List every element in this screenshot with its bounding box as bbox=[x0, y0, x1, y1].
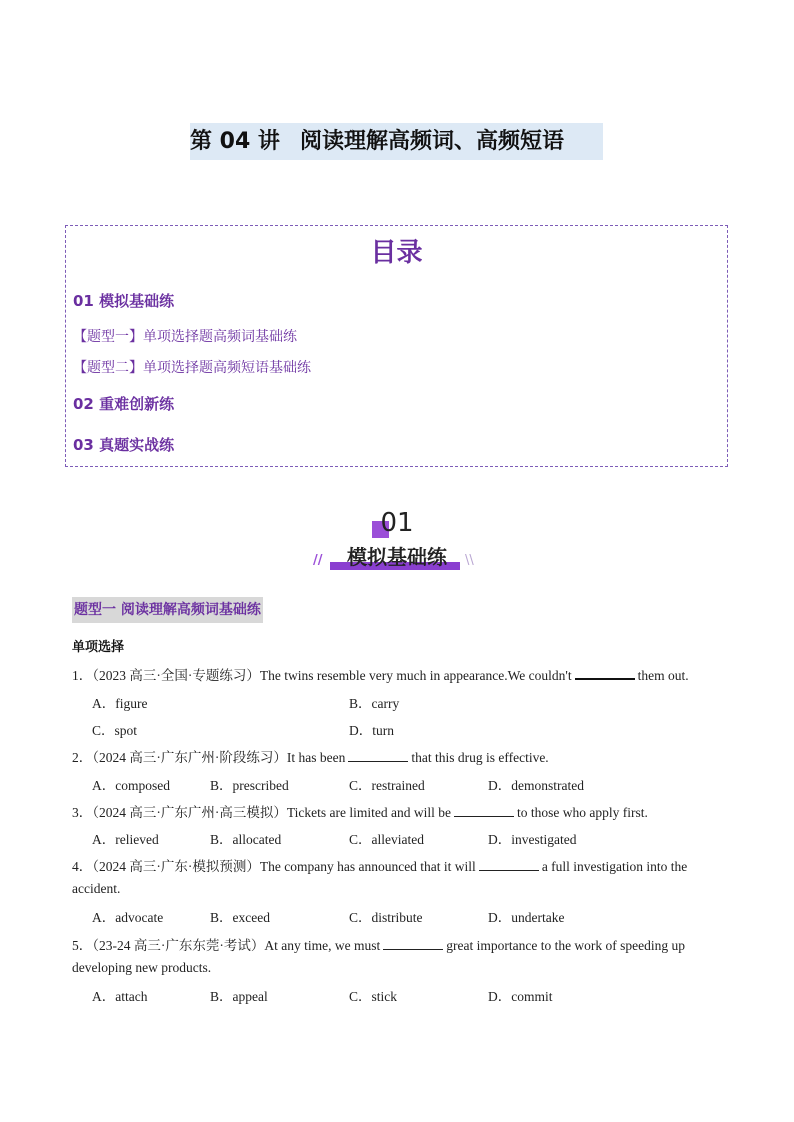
question-5-continuation: developing new products. bbox=[72, 960, 212, 975]
question-3-text-end: to those who apply first. bbox=[516, 805, 648, 820]
question-2-text: 2．（2024 高三·广东广州·阶段练习）It has been bbox=[72, 750, 346, 765]
question-2-text-end: that this drug is effective. bbox=[411, 750, 549, 765]
option-3a[interactable]: A．relieved bbox=[92, 832, 159, 847]
lecture-number: 第 04 讲 bbox=[190, 129, 280, 154]
option-4a[interactable]: A．advocate bbox=[92, 910, 164, 925]
lecture-title: 阅读理解高频词、高频短语 bbox=[300, 129, 565, 154]
question-2 bbox=[72, 746, 549, 766]
question-4 bbox=[72, 855, 687, 875]
option-2c[interactable]: C．restrained bbox=[349, 778, 425, 793]
question-1-text: 1．（2023 高三·全国·专题练习）The twins resemble very much in appearance.We couldn't bbox=[72, 668, 572, 683]
page-title bbox=[190, 123, 603, 160]
option-4d[interactable]: D．undertake bbox=[488, 910, 565, 925]
option-3c[interactable]: C．alleviated bbox=[349, 832, 424, 847]
answer-blank[interactable] bbox=[454, 805, 514, 817]
option-3d[interactable]: D．investigated bbox=[488, 832, 577, 847]
option-1c[interactable]: C．spot bbox=[92, 723, 138, 738]
toc-item-type-1[interactable]: 【题型一】单项选择题高频词基础练 bbox=[73, 329, 297, 345]
option-4b[interactable]: B．exceed bbox=[210, 910, 270, 925]
subheading: 单项选择 bbox=[72, 640, 125, 655]
answer-blank[interactable] bbox=[348, 750, 408, 762]
question-1 bbox=[72, 664, 689, 684]
question-4-continuation: accident. bbox=[72, 881, 121, 896]
slash-right-decoration: \\ bbox=[465, 553, 474, 568]
toc-item-section-03[interactable]: 03 真题实战练 bbox=[73, 436, 175, 454]
toc-item-type-2[interactable]: 【题型二】单项选择题高频短语基础练 bbox=[73, 360, 311, 376]
toc-item-section-01[interactable]: 01 模拟基础练 bbox=[73, 292, 175, 310]
question-4-text-end: a full investigation into the bbox=[541, 859, 688, 874]
option-5b[interactable]: B．appeal bbox=[210, 989, 268, 1004]
option-1d[interactable]: D．turn bbox=[349, 723, 394, 738]
toc-box bbox=[65, 225, 728, 467]
answer-blank[interactable] bbox=[383, 938, 443, 950]
question-type-heading: 题型一 阅读理解高频词基础练 bbox=[72, 597, 263, 623]
section-number: 01 bbox=[380, 508, 414, 538]
option-1b[interactable]: B．carry bbox=[349, 696, 400, 711]
question-5 bbox=[72, 934, 685, 954]
option-5a[interactable]: A．attach bbox=[92, 989, 148, 1004]
option-2d[interactable]: D．demonstrated bbox=[488, 778, 584, 793]
question-5-text: 5．（23-24 高三·广东东莞·考试）At any time, we must bbox=[72, 938, 381, 953]
option-2b[interactable]: B．prescribed bbox=[210, 778, 289, 793]
option-5c[interactable]: C．stick bbox=[349, 989, 398, 1004]
answer-blank[interactable] bbox=[575, 667, 635, 680]
option-1a[interactable]: A．figure bbox=[92, 696, 148, 711]
answer-blank[interactable] bbox=[479, 859, 539, 871]
question-5-text-end: great importance to the work of speeding up bbox=[446, 938, 686, 953]
toc-item-section-02[interactable]: 02 重难创新练 bbox=[73, 395, 175, 413]
question-3 bbox=[72, 801, 648, 821]
option-2a[interactable]: A．composed bbox=[92, 778, 170, 793]
question-4-text: 4．（2024 高三·广东·模拟预测）The company has announced that it will bbox=[72, 859, 476, 874]
slash-left-decoration: // bbox=[313, 553, 323, 568]
question-1-text-end: them out. bbox=[637, 668, 689, 683]
toc-heading: 目录 bbox=[370, 238, 423, 268]
section-title: 模拟基础练 bbox=[347, 545, 447, 569]
question-3-text: 3．（2024 高三·广东广州·高三模拟）Tickets are limited and will be bbox=[72, 805, 451, 820]
option-3b[interactable]: B．allocated bbox=[210, 832, 282, 847]
option-4c[interactable]: C．distribute bbox=[349, 910, 423, 925]
option-5d[interactable]: D．commit bbox=[488, 989, 553, 1004]
